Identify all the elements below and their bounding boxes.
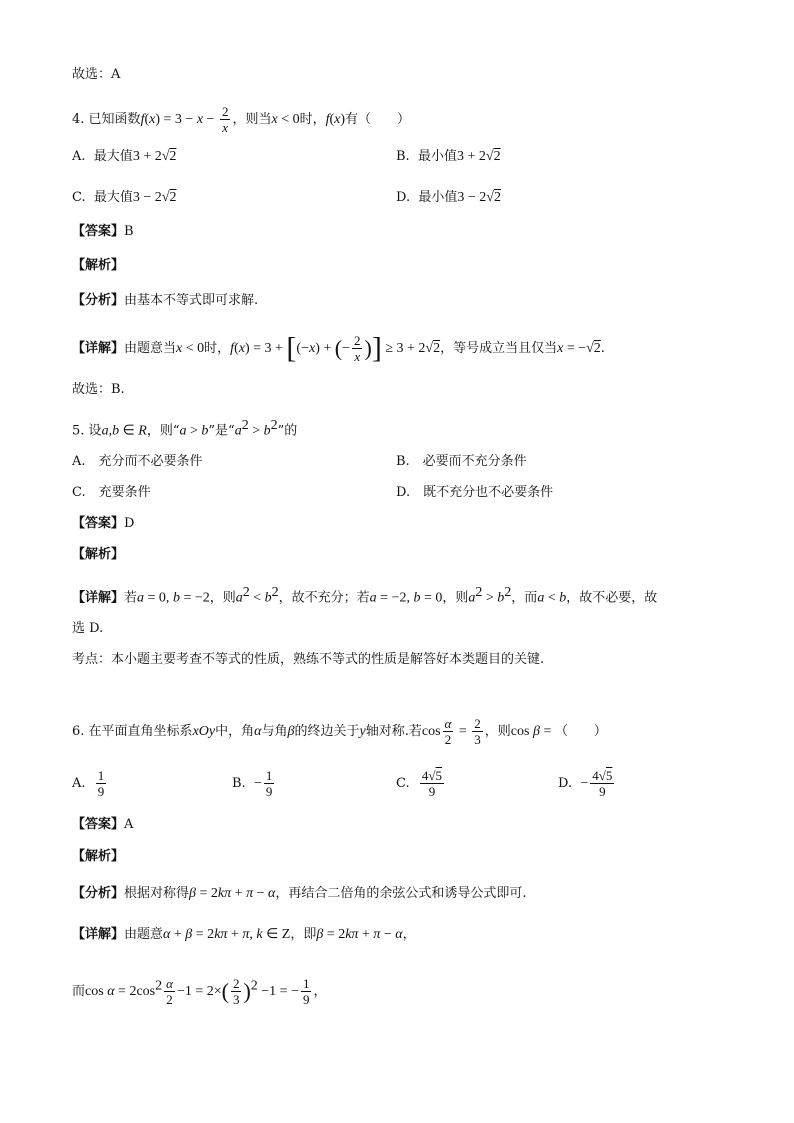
option-c: C. 最大值3 − 2√2: [72, 190, 177, 205]
question-6-stem: 6. 在平面直角坐标系xOy中，角α与角β的终边关于y轴对称.若cos $\frac{\alpha}{2}$ = $\frac{2}{3}$ ，则cos β = （ ）: [72, 716, 607, 747]
option-b: B. − $\frac{1}{9}$: [232, 768, 273, 799]
answer-line: 【答案】A: [72, 817, 134, 832]
analysis-heading: 【解析】: [72, 849, 125, 864]
answer-line: 【答案】D: [72, 516, 135, 531]
detailed-solution-continued: 选 D.: [72, 621, 104, 636]
option-d: D. 最小值3 − 2√2: [396, 190, 501, 205]
detailed-solution: 【详解】由题意α + β = 2kπ + π, k ∈ Z，即β = 2kπ + π − α，: [72, 927, 416, 942]
analysis-heading: 【解析】: [72, 547, 125, 562]
analysis-heading: 【解析】: [72, 258, 125, 273]
option-c: C. $\frac{4√5}{9}$: [396, 768, 443, 799]
option-b: B. 必要而不充分条件: [396, 454, 527, 469]
cosine-calculation: 而$\cos \alpha = 2\cos^2$ $\frac{\alpha}{2}$ −1 = 2×( $\frac{2}{3}$ )$^2$ −1 = − $\frac{1}{9}$ ，: [72, 976, 327, 1007]
question-4-stem: 4. 已知函数f(x) = 3 − x − $\frac{2}{x}$ ，则当x < 0时，f(x)有（ ）: [72, 104, 411, 135]
analysis-summary: 【分析】根据对称得β = 2kπ + π − α，再结合二倍角的余弦公式和诱导公式即可.: [72, 886, 527, 901]
option-d: D. 既不充分也不必要条件: [396, 485, 554, 500]
previous-answer-line: 故选：A: [72, 67, 121, 82]
key-point: 考点：本小题主要考查不等式的性质，熟练不等式的性质是解答好本类题目的关键.: [72, 652, 545, 667]
question-5-stem: 5. 设a,b ∈ R，则“a > b”是“$a^2 > b^2$”的: [72, 418, 298, 439]
answer-line: 【答案】B: [72, 224, 134, 239]
option-a: A. $\frac{1}{9}$: [72, 768, 105, 799]
analysis-summary: 【分析】由基本不等式即可求解.: [72, 293, 259, 308]
option-d: D. − $\frac{4√5}{9}$: [558, 768, 613, 799]
detailed-solution: 【详解】若a = 0, b = −2，则$a^2 < b^2$，故不充分；若a = −2, b = 0，则$a^2 > b^2$，而a < b，故不必要，故: [72, 585, 658, 606]
conclusion-line: 故选：B.: [72, 382, 125, 397]
option-c: C. 充要条件: [72, 485, 151, 500]
option-b: B. 最小值3 + 2√2: [396, 149, 501, 164]
option-a: A. 最大值3 + 2√2: [72, 149, 177, 164]
option-a: A. 充分而不必要条件: [72, 454, 203, 469]
detailed-solution: 【详解】由题意当x < 0时，f(x) = 3 + [(−x) + (− $\frac{2}{x}$ )] ≥ 3 + 2√2，等号成立当且仅当x = −√2.: [72, 331, 605, 365]
